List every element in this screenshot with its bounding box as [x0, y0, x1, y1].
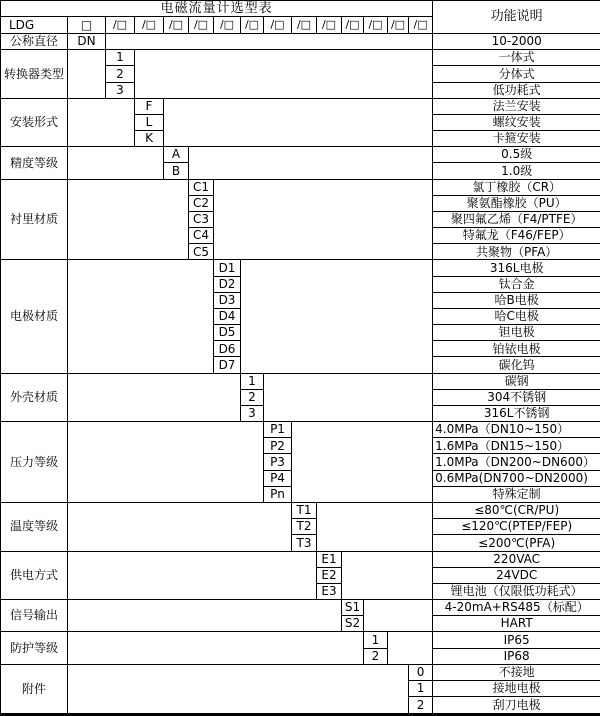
spacer-cell	[317, 502, 433, 551]
group-label-installation-type: 安装形式	[1, 98, 68, 147]
code-cell: 0	[409, 664, 433, 680]
code-cell: D2	[214, 276, 241, 292]
spacer-cell	[68, 551, 317, 600]
spacer-cell	[106, 34, 433, 50]
code-cell: P2	[264, 438, 292, 454]
model-slot-cell: /□	[409, 17, 433, 34]
group-label-converter-type: 转换器类型	[1, 50, 68, 99]
model-slot-cell: /□	[264, 17, 292, 34]
code-cell: C5	[189, 244, 214, 260]
desc-cell: 特氟龙（F46/FEP）	[433, 228, 600, 244]
model-slot-cell: /□	[135, 17, 164, 34]
spacer-cell	[68, 179, 189, 260]
desc-cell: 铂铱电极	[433, 341, 600, 357]
model-slot-cell: /□	[342, 17, 364, 34]
code-cell: K	[135, 131, 164, 147]
model-slot-cell: /□	[189, 17, 214, 34]
code-cell: Pn	[264, 486, 292, 502]
code-cell: A	[164, 147, 189, 163]
desc-cell: 220VAC	[433, 551, 600, 567]
spacer-cell	[68, 664, 409, 714]
desc-cell: ≤80℃(CR/PU)	[433, 502, 600, 518]
code-cell: C1	[189, 179, 214, 195]
desc-cell: HART	[433, 616, 600, 632]
code-cell: 2	[409, 697, 433, 715]
spacer-cell	[189, 147, 433, 179]
model-slot-cell: /□	[164, 17, 189, 34]
spacer-cell	[364, 600, 433, 632]
desc-cell: IP65	[433, 632, 600, 648]
desc-cell: ≤120℃(PTEP/FEP)	[433, 519, 600, 535]
model-slot-cell: /□	[364, 17, 388, 34]
function-column-header: 功能说明	[433, 1, 600, 34]
code-cell: D7	[214, 357, 241, 373]
group-label-power-supply: 供电方式	[1, 551, 68, 600]
spacer-cell	[292, 422, 433, 503]
group-label-electrode-material: 电极材质	[1, 260, 68, 373]
model-prefix-cell: LDG	[1, 17, 68, 34]
model-slot-cell: /□	[317, 17, 342, 34]
code-cell: DN	[68, 34, 106, 50]
spacer-cell	[264, 373, 433, 422]
model-slot-cell: /□	[388, 17, 409, 34]
desc-cell: 0.6MPa(DN700~DN2000)	[433, 470, 600, 486]
desc-cell: 1.0MPa（DN200~DN600）	[433, 454, 600, 470]
desc-cell: 聚氨酯橡胶（PU）	[433, 195, 600, 211]
desc-cell: 4-20mA+RS485（标配）	[433, 600, 600, 616]
code-cell: P3	[264, 454, 292, 470]
spacer-cell	[135, 50, 433, 99]
desc-cell: 316L不锈钢	[433, 405, 600, 421]
desc-cell: IP68	[433, 648, 600, 664]
desc-cell: 锂电池（仅限低功耗式）	[433, 583, 600, 599]
desc-cell: 碳化钨	[433, 357, 600, 373]
model-box-cell: □	[68, 17, 106, 34]
model-slot-cell: /□	[106, 17, 135, 34]
code-cell: S2	[342, 616, 364, 632]
group-label-pressure-class: 压力等级	[1, 422, 68, 503]
desc-cell: 不接地	[433, 664, 600, 680]
desc-cell: 接地电极	[433, 680, 600, 696]
spacer-cell	[241, 260, 433, 373]
model-slot-cell: /□	[292, 17, 317, 34]
code-cell: D6	[214, 341, 241, 357]
group-label-temperature-class: 温度等级	[1, 502, 68, 551]
spacer-cell	[68, 422, 264, 503]
spacer-cell	[68, 600, 342, 632]
desc-cell: 0.5级	[433, 147, 600, 163]
desc-cell: 聚四氟乙烯（F4/PTFE）	[433, 211, 600, 227]
spacer-cell	[214, 179, 433, 260]
desc-cell: 氯丁橡胶（CR）	[433, 179, 600, 195]
spacer-cell	[68, 373, 241, 422]
desc-cell: 法兰安装	[433, 98, 600, 114]
model-slot-cell: /□	[241, 17, 264, 34]
spacer-cell	[68, 147, 164, 179]
spacer-cell	[68, 50, 106, 99]
desc-cell: ≤200℃(PFA)	[433, 535, 600, 551]
desc-cell: 1.6MPa（DN15~150）	[433, 438, 600, 454]
page-title: 电磁流量计选型表	[1, 1, 433, 17]
spacer-cell	[68, 502, 292, 551]
code-cell: 2	[364, 648, 388, 664]
code-cell: D5	[214, 325, 241, 341]
code-cell: S1	[342, 600, 364, 616]
code-cell: C3	[189, 211, 214, 227]
code-cell: T2	[292, 519, 317, 535]
desc-cell: 分体式	[433, 66, 600, 82]
desc-cell: 一体式	[433, 50, 600, 66]
code-cell: T3	[292, 535, 317, 551]
code-cell: D1	[214, 260, 241, 276]
code-cell: 1	[409, 680, 433, 696]
code-cell: C2	[189, 195, 214, 211]
spacer-cell	[164, 98, 433, 147]
group-label-nominal-diameter: 公称直径	[1, 34, 68, 50]
code-cell: 1	[106, 50, 135, 66]
desc-cell: 低功耗式	[433, 82, 600, 98]
group-label-accessories: 附件	[1, 664, 68, 714]
code-cell: 1	[364, 632, 388, 648]
desc-cell: 钽电极	[433, 325, 600, 341]
spacer-cell	[68, 260, 214, 373]
code-cell: P4	[264, 470, 292, 486]
group-label-accuracy-class: 精度等级	[1, 147, 68, 179]
desc-cell: 刮刀电极	[433, 697, 600, 715]
code-cell: E3	[317, 583, 342, 599]
spacer-cell	[342, 551, 433, 600]
code-cell: P1	[264, 422, 292, 438]
code-cell: 2	[241, 389, 264, 405]
desc-cell: 螺纹安装	[433, 114, 600, 130]
group-label-signal-output: 信号输出	[1, 600, 68, 632]
desc-cell: 24VDC	[433, 567, 600, 583]
code-cell: 2	[106, 66, 135, 82]
desc-cell: 哈B电极	[433, 292, 600, 308]
desc-cell: 304不锈钢	[433, 389, 600, 405]
desc-cell: 钛合金	[433, 276, 600, 292]
code-cell: D3	[214, 292, 241, 308]
model-slot-cell: /□	[214, 17, 241, 34]
code-cell: E1	[317, 551, 342, 567]
desc-cell: 1.0级	[433, 163, 600, 179]
code-cell: C4	[189, 228, 214, 244]
desc-cell: 特殊定制	[433, 486, 600, 502]
code-cell: 3	[106, 82, 135, 98]
spacer-cell	[68, 98, 135, 147]
spacer-cell	[68, 632, 364, 664]
code-cell: L	[135, 114, 164, 130]
desc-cell: 10-2000	[433, 34, 600, 50]
group-label-protection-class: 防护等级	[1, 632, 68, 664]
code-cell: D4	[214, 308, 241, 324]
code-cell: B	[164, 163, 189, 179]
desc-cell: 4.0MPa（DN10~150）	[433, 422, 600, 438]
code-cell: T1	[292, 502, 317, 518]
group-label-lining-material: 衬里材质	[1, 179, 68, 260]
code-cell: 3	[241, 405, 264, 421]
group-label-housing-material: 外壳材质	[1, 373, 68, 422]
spacer-cell	[388, 632, 433, 664]
desc-cell: 哈C电极	[433, 308, 600, 324]
code-cell: F	[135, 98, 164, 114]
desc-cell: 碳钢	[433, 373, 600, 389]
desc-cell: 共聚物（PFA）	[433, 244, 600, 260]
code-cell: E2	[317, 567, 342, 583]
code-cell: 1	[241, 373, 264, 389]
desc-cell: 卡箍安装	[433, 131, 600, 147]
desc-cell: 316L电极	[433, 260, 600, 276]
